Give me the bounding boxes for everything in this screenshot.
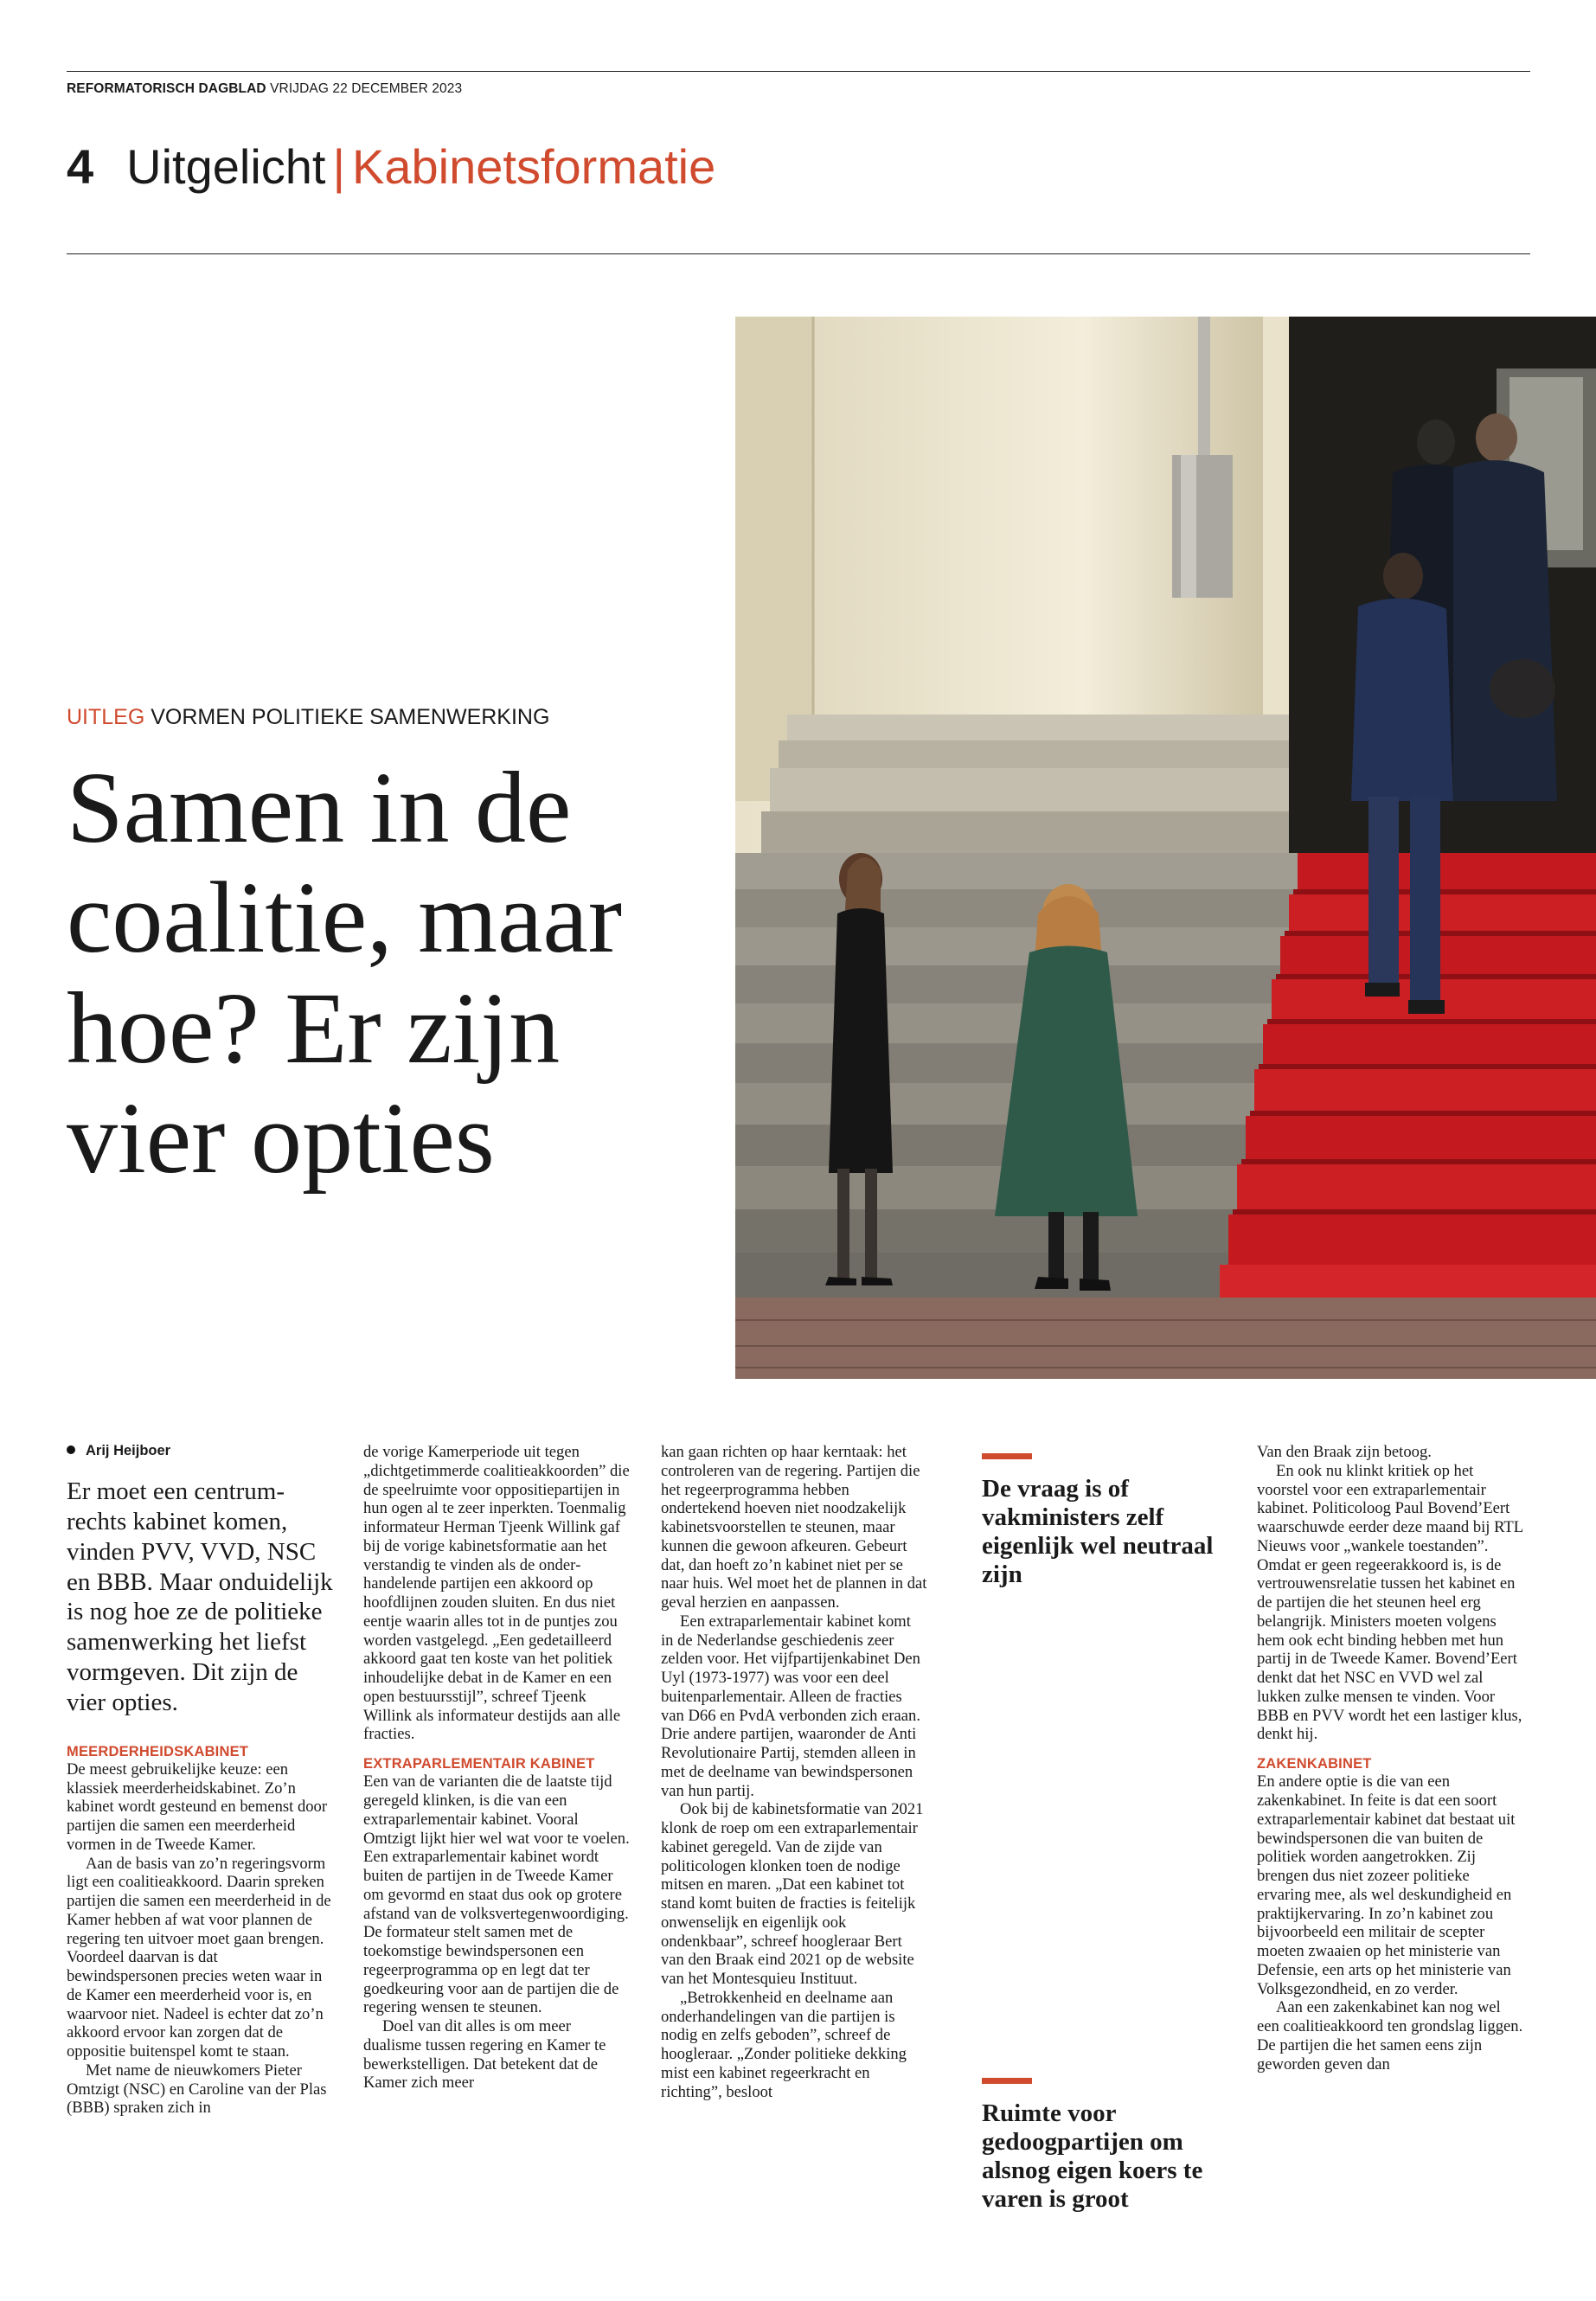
quote-text: Ruimte voor gedoogpartijen om alsnog eigen koers te varen is groot: [982, 2099, 1203, 2214]
paragraph: Een van de varianten die de laatste tijd geregeld klinken, is die van een extraparlementair kabinet. Vooral Omtzigt lijkt hier wel wat voor te voelen. Een extraparlementair kabinet wordt buiten de partijen in de Tweede Kamer om gevormd en staat dus ook op grotere afstand van de volksvertegenwoordiging. De formateur stelt samen met de toekomstige bewindspersonen een regeerprogramma op en legt dat ter goedkeuring voor aan de partijen die de regering wensen te steunen.: [363, 1772, 630, 2017]
column-1: [67, 1443, 333, 2118]
paragraph: De meest gebruikelijke keuze: een klassiek meerderheidskabinet. Zo’n kabinet wordt gesteund en bemenst door partijen die samen een meerderheid vormen in de Tweede Kamer.: [67, 1759, 328, 1854]
kicker: [67, 705, 549, 730]
quote-bar: [982, 1453, 1032, 1459]
paragraph: Van den Braak zijn betoog.: [1257, 1443, 1432, 1461]
photo-palace-steps: [735, 317, 1596, 1379]
section-topic: Kabinetsformatie: [352, 139, 716, 194]
subhead-extraparlementair: EXTRAPARLEMENTAIR KABINET: [363, 1756, 595, 1772]
top-rule: [67, 71, 1530, 72]
paragraph: Een extraparlementair kabinet komt in de Nederlandse geschiedenis zeer zelden voor. Het vijfpartijenkabinet Den Uyl (1973-1977) was voor een deel buitenparlementair. Alleen de fracties van D66 en PvdA verbonden zich eraan. Drie andere partijen, waaronder de Anti Revolutionaire Partij, stemden alleen in met de deelname van bewindspersonen van hun partij.: [661, 1612, 920, 1800]
lead-paragraph: Er moet een centrumrechts kabinet komen, vinden PVV, VVD, NSC en BBB. Maar onduidelijk is nog hoe ze de politieke samenwerking het liefst vormgeven. Dit zijn de vier opties.: [67, 1477, 333, 1716]
author-line: [67, 1443, 333, 1459]
paragraph: Aan een zakenkabinet kan nog wel een coalitieakkoord ten grondslag liggen. De partijen die het samen eens zijn geworden geven dan: [1257, 1998, 1523, 2073]
author-name: Arij Heijboer: [86, 1443, 171, 1458]
quote-text: De vraag is of vakministers zelf eigenlijk wel neutraal zijn: [982, 1475, 1214, 1589]
subhead-zakenkabinet: ZAKENKABINET: [1257, 1756, 1372, 1772]
page-number: 4: [67, 139, 94, 194]
column-5: [1257, 1443, 1523, 2073]
paragraph: En andere optie is die van een zakenkabinet. In feite is dat een soort extraparlementair kabinet dat bestaat uit bewindspersonen die van buiten de politiek worden aangetrokken. Zij brengen dus niet zozeer politieke ervaring mee, als wel deskundigheid en praktijkervaring. In zo’n kabinet zou bijvoorbeeld een militair de scepter moeten zwaaien op het ministerie van Defensie, een arts op het ministerie van Volksgezondheid, en zo verder.: [1257, 1772, 1516, 1998]
paragraph: de vorige Kamerperiode uit tegen „dichtgetimmerde coalitieakkoorden” die de speelruimte voor oppositiepartijen in hun ogen al te zeer inperkten. Toenmalig informateur Herman Tjeenk Willink gaf bij de vorige kabinetsformatie aan het verstandig te vinden als de onderhandelende partijen een akkoord op hoofdlijnen zouden sluiten. En dus niet eentje waarin alles tot in de puntjes zou worden vastgelegd. „Een gedetailleerd akkoord gaat ten koste van het politiek inhoudelijke debat in de Kamer en een open bestuursstijl”, schreef Tjeenk Willink als informateur destijds aan alle fracties.: [363, 1443, 630, 1744]
paragraph: „Betrokkenheid en deelname aan onderhandelingen van die partijen is nodig en zelfs geboden”, schreef de hoogleraar. „Zonder politieke dekking mist een kabinet regeerkracht en richting”, besloot: [661, 1988, 907, 2101]
paragraph: Met name de nieuwkomers Pieter Omtzigt (NSC) en Caroline van der Plas (BBB) spraken zich in: [67, 2061, 327, 2118]
masthead-paper: REFORMATORISCH DAGBLAD: [67, 81, 266, 96]
paragraph: En ook nu klinkt kritiek op het voorstel voor een extraparlementair kabinet. Politicoloog Paul Bovend’Eert waarschuwde eerder deze maand bij RTL Nieuws voor „wankele toestanden”. Omdat er geen regeerakkoord is, is de vertrouwensrelatie tussen het kabinet en de partijen die het steunen heel erg belangrijk. Ministers moeten volgens hem ook echt binding hebben met hun partij in de Tweede Kamer. Bovend’Eert denkt dat het NSC en VVD wel zal lukken zulke mensen te vinden. Voor BBB en PVV wordt het een lastiger klus, denkt hij.: [1257, 1461, 1523, 1744]
paragraph: Ook bij de kabinetsformatie van 2021 klonk de roep om een extraparlementair kabinet geregeld. Van de zijde van politicologen klonken toen de nodige mitsen en maren. „Dat een kabinet tot stand komt buiten de fracties is feitelijk onwenselijk en eigenlijk ook ondenkbaar”, schreef hoogleraar Bert van den Braak eind 2021 op de website van het Montesquieu Instituut.: [661, 1800, 924, 1988]
subhead-meerderheidskabinet: MEERDERHEIDSKABINET: [67, 1743, 249, 1759]
paragraph: Aan de basis van zo’n regeringsvorm ligt een coalitieakkoord. Daarin spreken partijen die samen een meerderheid in de Kamer hebben af wat voor plannen de regering ten uitvoer moet gaan brengen. Voordeel daarvan is dat bewindspersonen precies weten waar in de Kamer een meerderheid voor is, en waarvoor niet. Nadeel is echter dat zo’n akkoord ervoor kan zorgen dat de oppositie buitenspel komt te staan.: [67, 1854, 331, 2061]
column-3: [661, 1443, 927, 2101]
paragraph: Doel van dit alles is om meer dualisme tussen regering en Kamer te bewerkstelligen. Dat betekent dat de Kamer zich meer: [363, 2017, 606, 2093]
section-header: [67, 139, 716, 194]
paragraph: kan gaan richten op haar kerntaak: het controleren van de regering. Partijen die het regeerprogramma hebben ondertekend hoeven niet noodzakelijk kabinetsvoorstellen te steunen, maar kunnen die gewoon afkeuren. Gebeurt dat, dan hoeft zo’n kabinet niet per se naar huis. Wel moet het de plannen in dat geval herzien en aanpassen.: [661, 1443, 927, 1612]
kicker-tag: UITLEG: [67, 705, 145, 729]
bullet-dot: [67, 1445, 75, 1454]
pull-quote-1: [982, 1453, 1233, 1589]
masthead: [67, 81, 462, 97]
column-2: [363, 1443, 630, 2093]
headline: Samen in de coalitie, maar hoe? Er zijn vier opties: [67, 751, 623, 1195]
section-separator: |: [332, 139, 346, 194]
section-name: Uitgelicht: [126, 139, 326, 194]
kicker-text: VORMEN POLITIEKE SAMENWERKING: [151, 705, 550, 729]
photo-illustration: [735, 317, 1596, 1379]
masthead-date: VRIJDAG 22 DECEMBER 2023: [270, 81, 463, 96]
quote-bar: [982, 2078, 1032, 2084]
pull-quote-2: [982, 2078, 1233, 2214]
section-rule: [67, 253, 1530, 254]
